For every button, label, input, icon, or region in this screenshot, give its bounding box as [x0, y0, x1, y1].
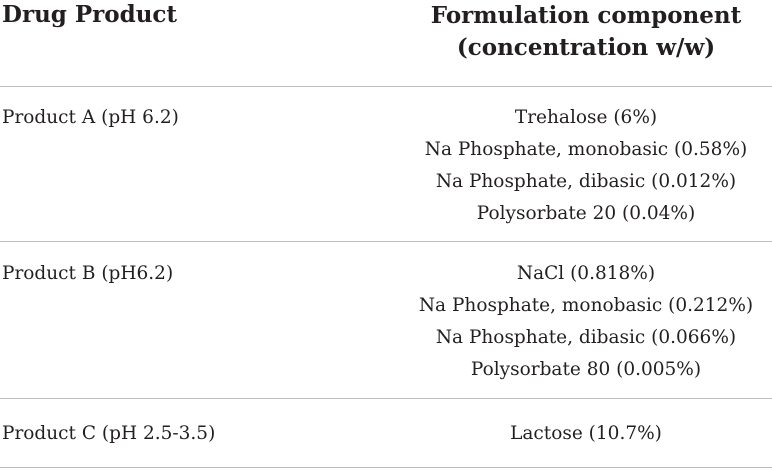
row-divider	[0, 398, 772, 399]
header-formulation-line1: Formulation component	[430, 2, 742, 29]
component-item: Polysorbate 80 (0.005%)	[470, 359, 702, 380]
component-item: Na Phosphate, dibasic (0.012%)	[435, 171, 737, 192]
header-divider	[0, 86, 772, 87]
component-item: NaCl (0.818%)	[516, 263, 656, 284]
component-list	[400, 102, 772, 230]
component-item: Polysorbate 20 (0.04%)	[476, 203, 696, 224]
component-item: Lactose (10.7%)	[510, 423, 662, 444]
component-item: Na Phosphate, monobasic (0.212%)	[418, 295, 754, 316]
product-name: Product C (pH 2.5-3.5)	[2, 423, 216, 444]
product-name: Product A (pH 6.2)	[2, 107, 179, 128]
table-header-row	[0, 0, 772, 86]
header-drug-product: Drug Product	[2, 1, 178, 28]
header-formulation-component	[400, 0, 772, 64]
component-item: Na Phosphate, dibasic (0.066%)	[435, 327, 737, 348]
table-bottom-rule	[0, 467, 772, 468]
table-row-product-b	[0, 258, 772, 396]
component-item: Na Phosphate, monobasic (0.58%)	[424, 139, 748, 160]
header-formulation-line2: (concentration w/w)	[456, 34, 716, 61]
component-list	[400, 258, 772, 386]
table-row-product-a	[0, 102, 772, 240]
table-row-product-c	[0, 418, 772, 458]
component-item: Trehalose (6%)	[514, 107, 658, 128]
component-list	[400, 418, 772, 450]
row-divider	[0, 241, 772, 242]
product-name: Product B (pH6.2)	[2, 263, 174, 284]
